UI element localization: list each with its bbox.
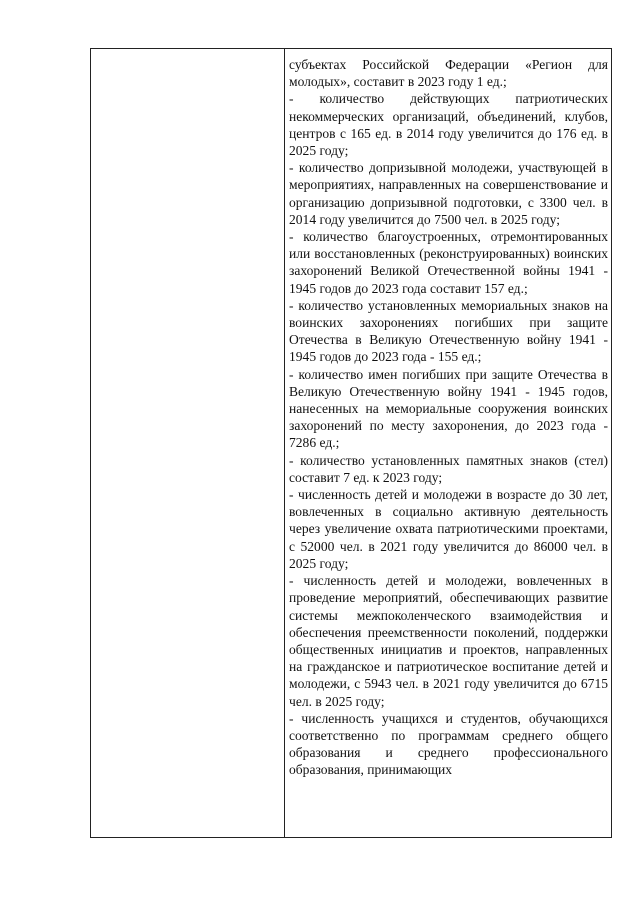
table-paragraph: - численность детей и молодежи, вовлеченных в проведение мероприятий, обеспечивающих развитие системы межпоколенческого взаимодействия и обеспечения преемственности поколений, поддержки общественных инициатив и проектов, направленных на гражданское и патриотическое воспитание детей и молодежи, с 5943 чел. в 2021 году увеличится до 6715 чел. в 2025 году; [289,573,608,709]
table-left-column [91,49,285,837]
table-paragraph: - количество действующих патриотических некоммерческих организаций, объединений, клубов, центров с 165 ед. в 2014 году увеличится до 176 ед. в 2025 году; [289,91,608,159]
table-paragraph: - количество благоустроенных, отремонтированных или восстановленных (реконструированных) воинских захоронений Великой Отечественной войны 1941 - 1945 годов до 2023 года составит 157 ед.; [289,229,608,296]
table-paragraph: - количество установленных памятных знаков (стел) составит 7 ед. к 2023 году; [289,452,608,485]
table-right-column [285,49,611,837]
table-paragraph: - количество допризывной молодежи, участвующей в мероприятиях, направленных на совершенствование и организацию допризывной подготовки, с 3300 чел. в 2014 году увеличится до 7500 чел. в 2025 году; [289,160,608,227]
table-paragraph: - количество установленных мемориальных знаков на воинских захоронениях погибших при защите Отечества в Великую Отечественную войну 1941 - 1945 годов до 2023 года - 155 ед.; [289,297,608,365]
program-table [90,48,612,838]
table-paragraph: - количество имен погибших при защите Отечества в Великую Отечественную войну 1941 - 1945 годов, нанесенных на мемориальные сооружения воинских захоронений по месту захоронения, до 2023 года - 7286 ед.; [289,366,608,451]
table-paragraph: - численность учащихся и студентов, обучающихся соответственно по программам среднего общего образования и среднего профессионального образования, принимающих [289,710,608,778]
table-paragraph: - численность детей и молодежи в возрасте до 30 лет, вовлеченных в социально активную деятельность через увеличение охвата патриотическими проектами, с 52000 чел. в 2021 году увеличится до 86000 чел. в 2025 году; [289,487,608,571]
table-paragraph: субъектах Российской Федерации «Регион для молодых», составит в 2023 году 1 ед.; [289,57,608,90]
